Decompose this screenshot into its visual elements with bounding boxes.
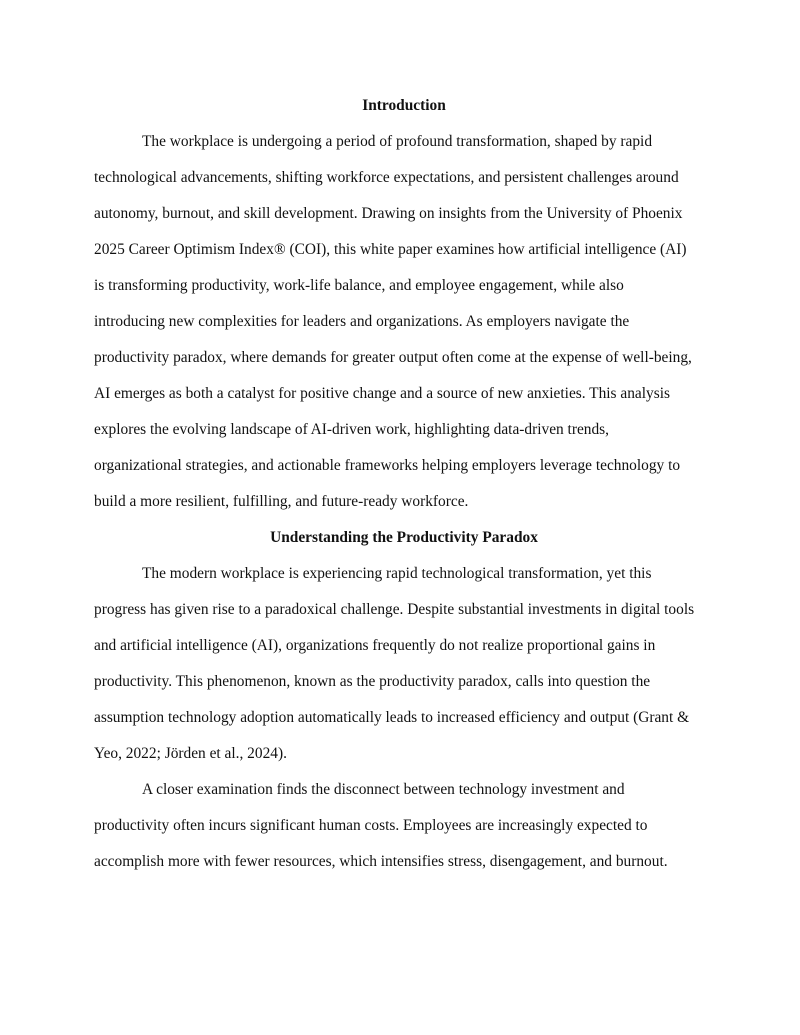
text-line: explores the evolving landscape of AI-driven work, highlighting data-driven trends, — [94, 421, 610, 438]
text-line: organizational strategies, and actionable frameworks helping employers leverage technology to — [94, 457, 681, 474]
text-line: build a more resilient, fulfilling, and future-ready workforce. — [94, 493, 469, 510]
text-line: The workplace is undergoing a period of profound transformation, shaped by rapid — [142, 133, 653, 150]
text-line: assumption technology adoption automatically leads to increased efficiency and output (Grant & — [94, 709, 690, 726]
text-line: introducing new complexities for leaders and organizations. As employers navigate the — [94, 313, 630, 330]
text-line: autonomy, burnout, and skill development. Drawing on insights from the University of Phoenix — [94, 205, 683, 222]
text-line: is transforming productivity, work-life balance, and employee engagement, while also — [94, 277, 624, 294]
heading-introduction: Introduction — [362, 97, 446, 114]
text-line: Yeo, 2022; Jörden et al., 2024). — [94, 745, 287, 762]
text-line: productivity often incurs significant human costs. Employees are increasingly expected to — [94, 817, 648, 834]
paragraph-productivity-paradox-1 — [94, 556, 714, 772]
paragraph-productivity-paradox-2 — [94, 772, 714, 880]
text-line: productivity paradox, where demands for greater output often come at the expense of well-being, — [94, 349, 692, 366]
text-line: and artificial intelligence (AI), organizations frequently do not realize proportional gains in — [94, 637, 656, 654]
document-body — [94, 88, 714, 880]
text-line: technological advancements, shifting workforce expectations, and persistent challenges around — [94, 169, 679, 186]
text-line: A closer examination finds the disconnect between technology investment and — [142, 781, 625, 798]
text-line: accomplish more with fewer resources, which intensifies stress, disengagement, and burnout. — [94, 853, 668, 870]
text-line: AI emerges as both a catalyst for positive change and a source of new anxieties. This analysis — [94, 385, 670, 402]
text-line: 2025 Career Optimism Index® (COI), this white paper examines how artificial intelligence (AI) — [94, 241, 687, 258]
text-line: productivity. This phenomenon, known as the productivity paradox, calls into question the — [94, 673, 651, 690]
text-line: The modern workplace is experiencing rapid technological transformation, yet this — [142, 565, 652, 582]
heading-productivity-paradox: Understanding the Productivity Paradox — [270, 529, 538, 546]
paragraph-introduction-1 — [94, 124, 714, 520]
text-line: progress has given rise to a paradoxical challenge. Despite substantial investments in digital tools — [94, 601, 695, 618]
